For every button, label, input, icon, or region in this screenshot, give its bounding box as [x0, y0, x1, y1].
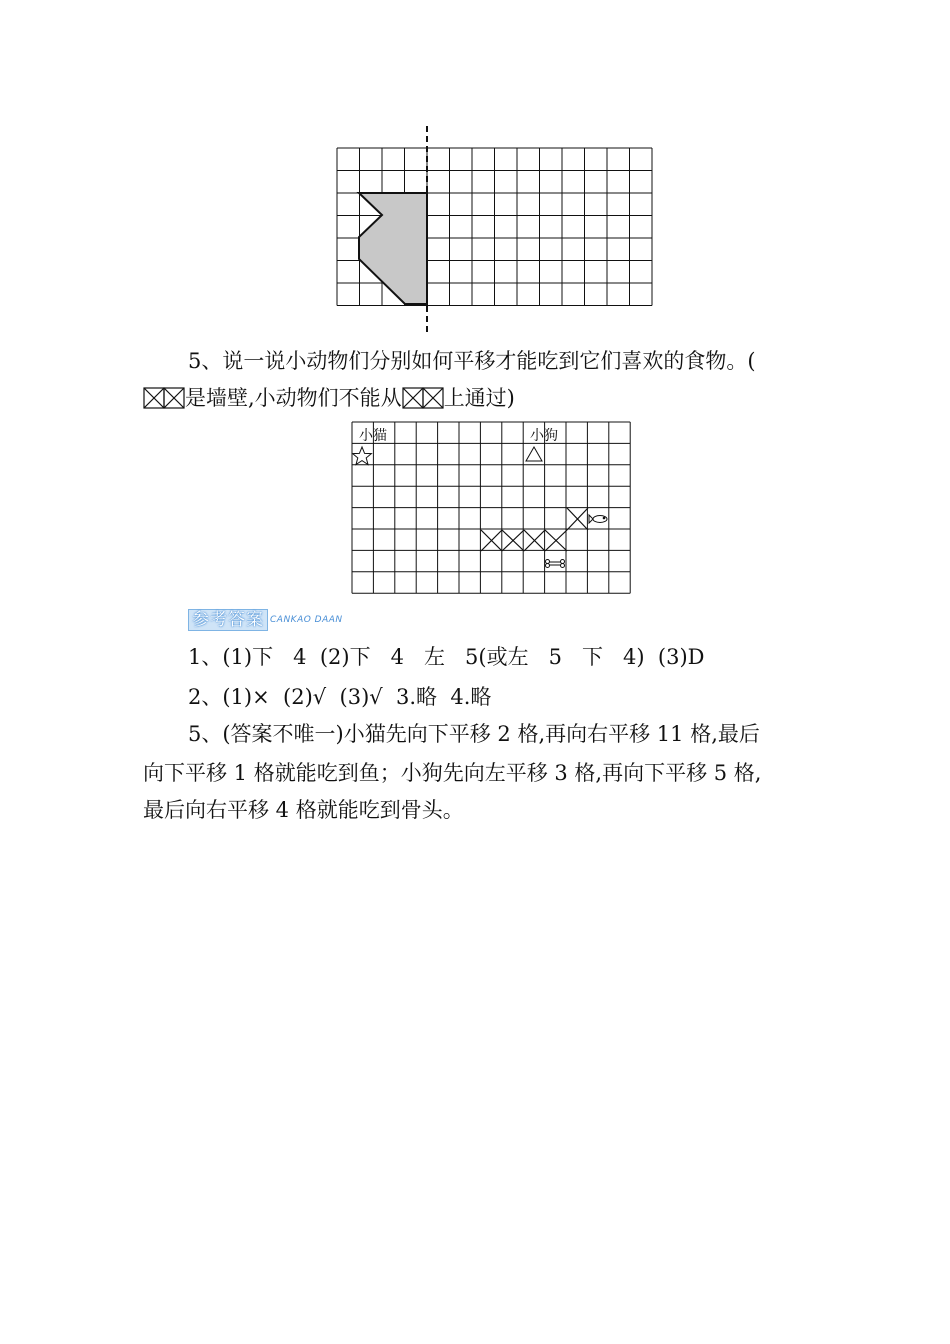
question5-line2-b: 上通过)	[443, 386, 515, 410]
answer-5-line1: 5、(答案不唯一)小猫先向下平移 2 格,再向右平移 11 格,最后	[188, 722, 760, 746]
question5-line1: 5、说一说小动物们分别如何平移才能吃到它们喜欢的食物。(	[188, 349, 756, 373]
answers-badge-title: 参考答案	[188, 609, 268, 631]
answer-1: 1、(1)下 4 (2)下 4 左 5(或左 5 下 4) (3)D	[188, 645, 705, 669]
fish-icon	[589, 515, 607, 523]
answer-5-line2: 向下平移 1 格就能吃到鱼；小狗先向左平移 3 格,再向下平移 5 格,	[143, 761, 762, 785]
answer-5-line3: 最后向右平移 4 格就能吃到骨头。	[143, 798, 464, 822]
star-icon	[353, 447, 372, 465]
bone-icon	[546, 560, 565, 568]
answers-badge	[188, 609, 343, 631]
answer-2: 2、(1)× (2)√ (3)√ 3.略 4.略	[188, 685, 492, 709]
triangle-icon	[526, 447, 542, 461]
answers-badge-subtitle: CANKAO DAAN	[270, 615, 343, 625]
dog-label: 小狗	[530, 428, 558, 444]
question5-line2-a: 是墙壁,小动物们不能从	[185, 386, 402, 410]
cat-label: 小猫	[359, 428, 387, 444]
